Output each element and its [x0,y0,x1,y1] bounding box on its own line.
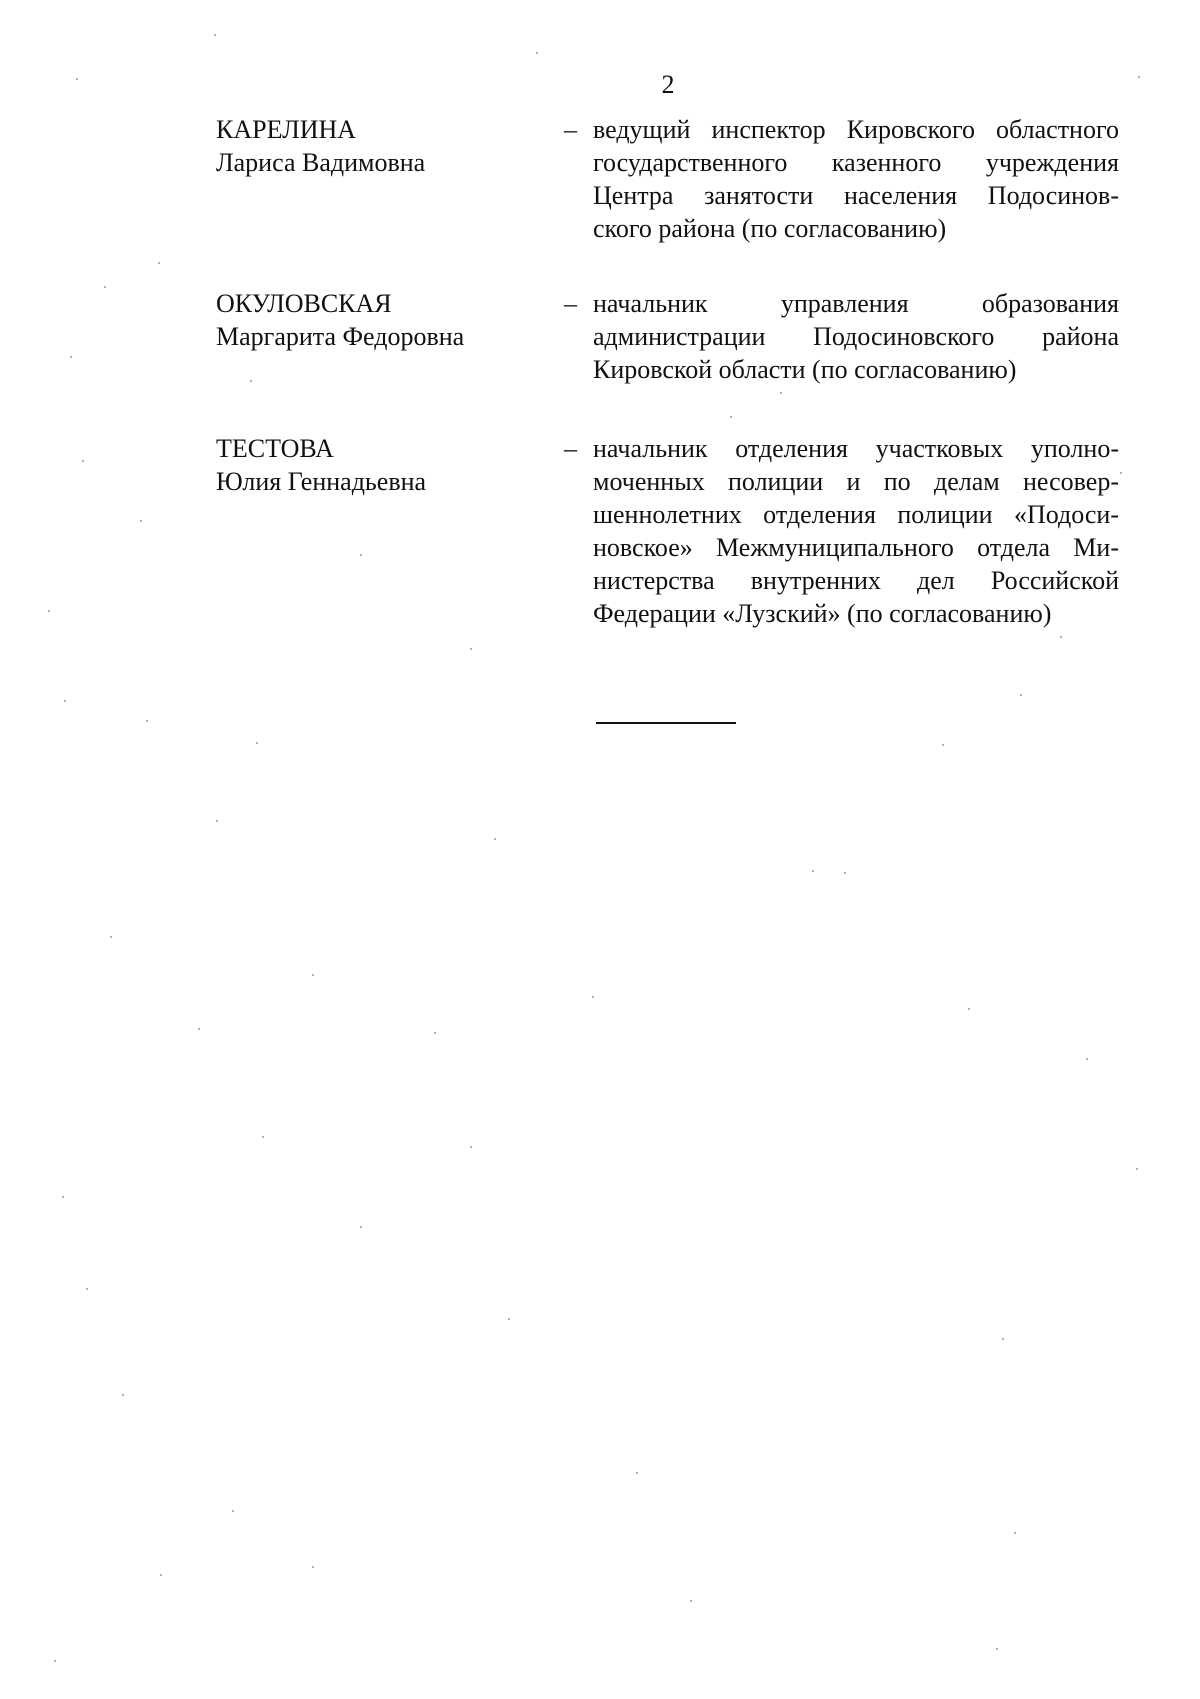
member-role [593,432,1119,630]
member-name [216,287,536,353]
role-line: администрации Подосиновского района [593,322,1119,351]
role-line: ведущий инспектор Кировского областного [593,115,1119,144]
role-line: начальник отделения участковых уполно- [593,434,1119,463]
role-line: Кировской области (по согласованию) [593,355,1017,384]
member-surname: КАРЕЛИНА [216,115,357,144]
role-line: Центра занятости населения Подосинов- [593,181,1119,210]
member-role [593,287,1119,386]
dash-separator: – [564,289,577,318]
member-name [216,113,536,179]
member-given-names: Юлия Геннадьевна [216,467,427,496]
role-line: моченных полиции и по делам несовер- [593,467,1119,496]
role-line: новское» Межмуниципального отдела Ми- [593,533,1119,562]
member-surname: ТЕСТОВА [216,434,334,463]
dash-separator: – [564,115,577,144]
role-line: Федерации «Лузский» (по согласованию) [593,599,1052,628]
role-line: государственного казенного учреждения [593,148,1119,177]
dash-separator: – [564,434,577,463]
role-line: нистерства внутренних дел Российской [593,566,1119,595]
member-name [216,432,536,498]
role-line: начальник управления образования [593,289,1119,318]
member-role [593,113,1119,245]
end-rule [596,722,736,724]
member-given-names: Маргарита Федоровна [216,322,465,351]
role-line: шеннолетних отделения полиции «Подоси- [593,500,1119,529]
member-surname: ОКУЛОВСКАЯ [216,289,392,318]
role-line: ского района (по согласованию) [593,214,947,243]
page-number: 2 [661,70,675,99]
member-given-names: Лариса Вадимовна [216,148,426,177]
